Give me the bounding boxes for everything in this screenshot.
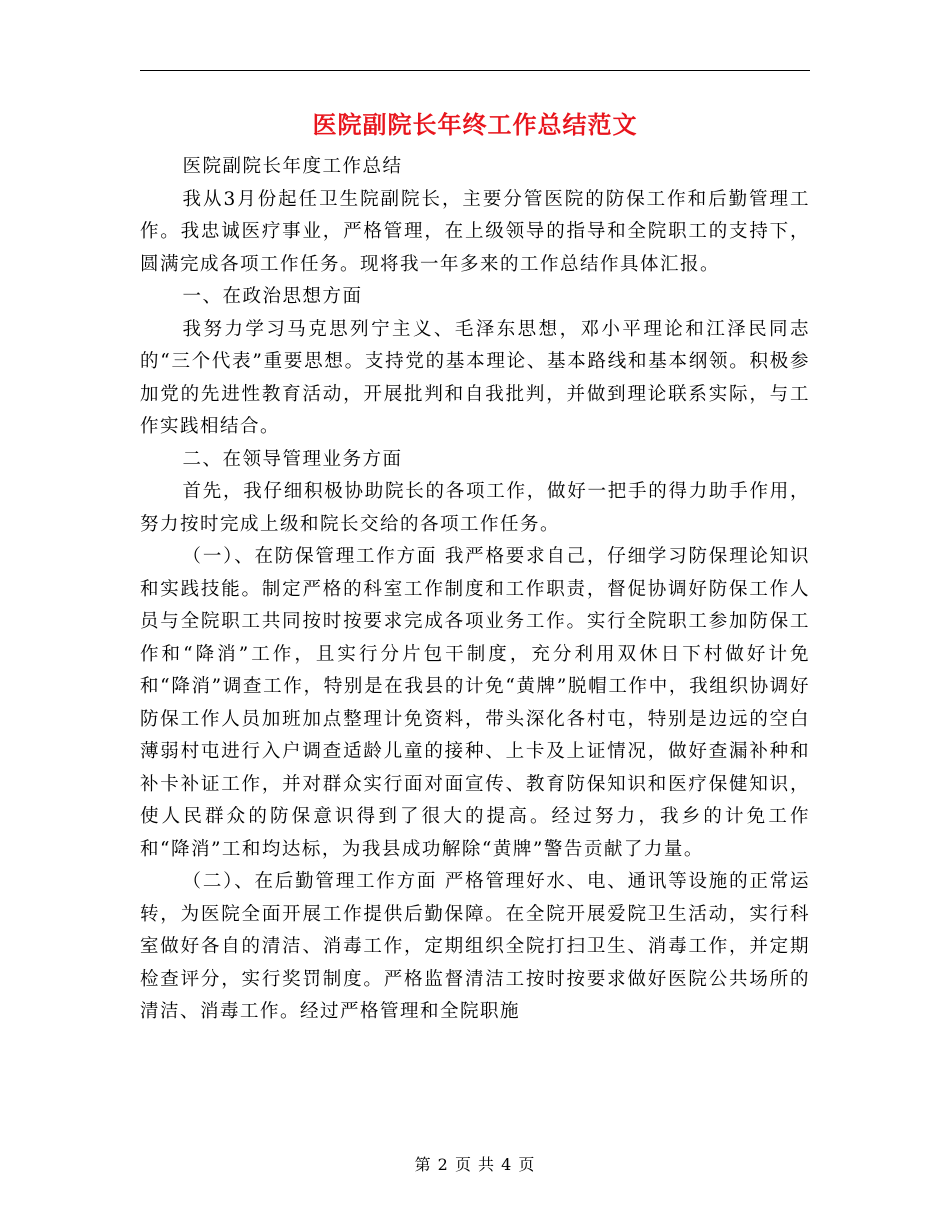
prevention-paragraph: （一）、在防保管理工作方面 我严格要求自己，仔细学习防保理论知识和实践技能。制定严格的科室工作制度和工作职责，督促协调好防保工作人员与全院职工共同按时按要求完成各项业务工作。实行全院职工参加防保工作和“降消”工作，且实行分片包干制度，充分利用双休日下村做好计免和“降消”调查工作，特别是在我县的计免“黄牌”脱帽工作中，我组织协调好防保工作人员加班加点整理计免资料，带头深化各村屯，特别是边远的空白薄弱村屯进行入户调查适龄儿童的接种、上卡及上证情况，做好查漏补种和补卡补证工作，并对群众实行面对面宣传、教育防保知识和医疗保健知识，使人民群众的防保意识得到了很大的提高。经过努力，我乡的计免工作和“降消”工和均达标，为我县成功解除“黄牌”警告贡献了力量。 — [140, 546, 810, 860]
political-paragraph: 我努力学习马克思列宁主义、毛泽东思想，邓小平理论和江泽民同志的“三个代表”重要思想。支持党的基本理论、基本路线和基本纲领。积极参加党的先进性教育活动，开展批判和自我批判，并做到理论联系实际，与工作实践相结合。 — [140, 318, 810, 437]
logistics-paragraph: （二）、在后勤管理工作方面 严格管理好水、电、通讯等设施的正常运转，为医院全面开展工作提供后勤保障。在全院开展爱院卫生活动，实行科室做好各自的清洁、消毒工作，定期组织全院打扫卫生、消毒工作，并定期检查评分，实行奖罚制度。严格监督清洁工按时按要求做好医院公共场所的清洁、消毒工作。经过严格管理和全院职施 — [140, 871, 810, 1022]
management-paragraph: 首先，我仔细积极协助院长的各项工作，做好一把手的得力助手作用，努力按时完成上级和院长交给的各项工作任务。 — [140, 481, 810, 535]
document-body — [140, 151, 810, 1029]
section-heading-political: 一、在政治思想方面 — [182, 286, 363, 307]
document-title: 医院副院长年终工作总结范文 — [312, 110, 638, 139]
page-number: 第 2 页 共 4 页 — [414, 1155, 536, 1174]
section-heading-management: 二、在领导管理业务方面 — [182, 448, 403, 470]
intro-paragraph: 我从3月份起任卫生院副院长，主要分管医院的防保工作和后勤管理工作。我忠诚医疗事业，严格管理，在上级领导的指导和全院职工的支持下，圆满完成各项工作任务。现将我一年多来的工作总结作具体汇报。 — [140, 188, 810, 275]
header-rule — [140, 70, 810, 71]
subtitle-paragraph: 医院副院长年度工作总结 — [182, 156, 403, 177]
